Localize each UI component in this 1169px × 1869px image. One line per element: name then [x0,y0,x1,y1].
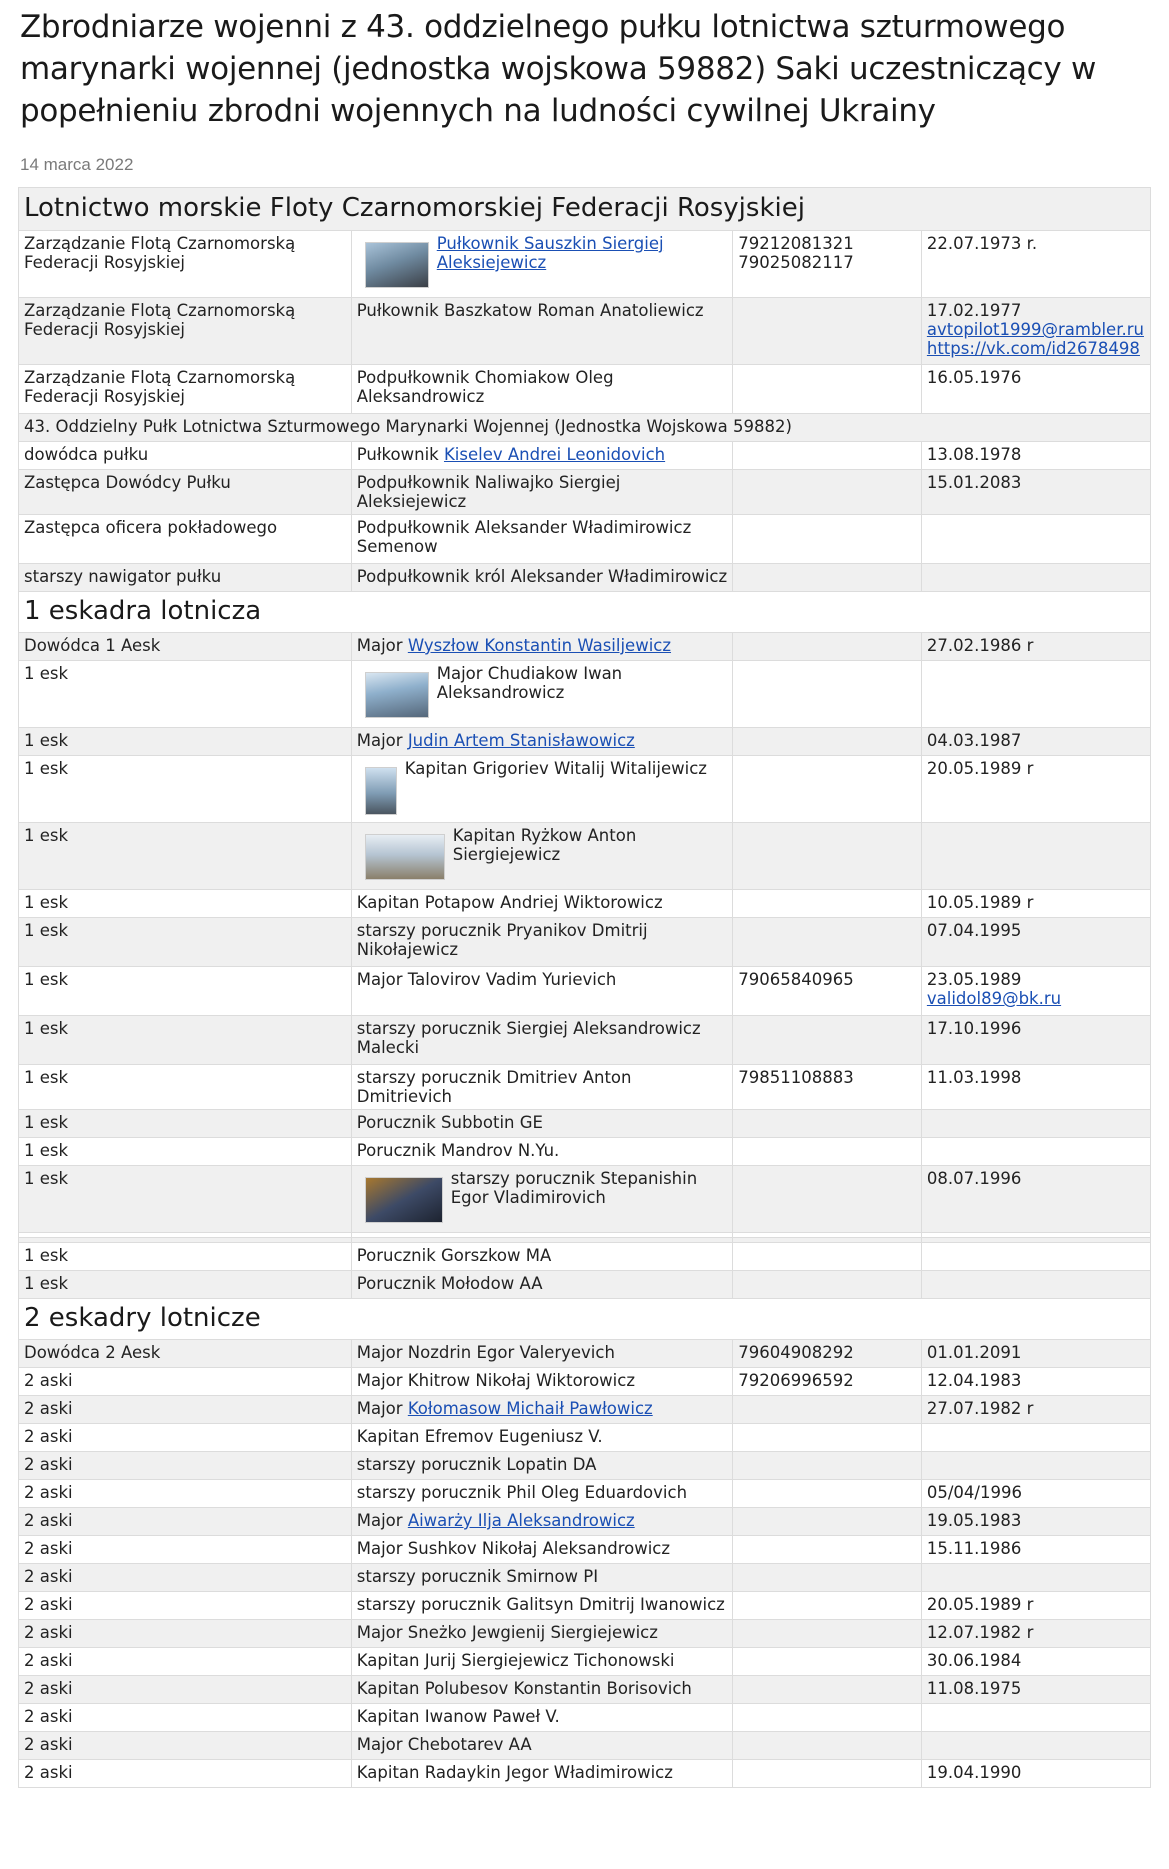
name-cell: Kapitan Potapow Andriej Wiktorowicz [351,890,732,918]
phone-cell [733,470,922,515]
phone-cell [733,298,922,365]
table-row [19,1536,1151,1564]
unit-cell: 2 aski [19,1508,352,1536]
phone-cell [733,1508,922,1536]
person-photo [365,672,429,718]
date-cell: 27.02.1986 r [921,633,1150,661]
table-row [19,1424,1151,1452]
table-row [19,365,1151,414]
phone-cell [733,1676,922,1704]
name-cell: Podpułkownik Naliwajko Siergiej Aleksiejewicz [351,470,732,515]
date-cell [921,1564,1150,1592]
date-cell [921,967,1150,1016]
rank-label: Pułkownik [356,445,444,464]
person-link[interactable]: Wyszłow Konstantin Wasiljewicz [407,636,672,655]
section-heading-row [19,592,1151,633]
phone-cell [733,1424,922,1452]
table-row [19,1271,1151,1299]
phone-cell [733,1620,922,1648]
date-cell [921,515,1150,564]
person-photo [365,834,445,880]
birth-date: 17.02.1977 [926,301,1022,320]
table-row [19,890,1151,918]
phone-number: 79025082117 [738,253,854,272]
section-heading-row [19,1299,1151,1340]
vk-link[interactable]: https://vk.com/id2678498 [926,339,1140,358]
name-cell: starszy porucznik Smirnow PI [351,1564,732,1592]
date-cell: 16.05.1976 [921,365,1150,414]
phone-cell [733,1138,922,1166]
unit-cell: 1 esk [19,1166,352,1233]
name-cell: starszy porucznik Siergiej Aleksandrowicz Malecki [351,1016,732,1065]
phone-cell [733,633,922,661]
table-row [19,1732,1151,1760]
unit-cell: 1 esk [19,1138,352,1166]
publish-date: 14 marca 2022 [20,155,134,174]
section-heading-row [19,188,1151,231]
table-row [19,1760,1151,1788]
name-cell: Major Talovirov Vadim Yurievich [351,967,732,1016]
name-cell: Porucznik Mandrov N.Yu. [351,1138,732,1166]
unit-cell: 1 esk [19,890,352,918]
phone-cell [733,1480,922,1508]
table-row [19,1396,1151,1424]
phone-cell [733,231,922,298]
person-link[interactable]: Aiwarży Ilja Aleksandrowicz [407,1511,635,1530]
phone-cell [733,1243,922,1271]
person-name: Kapitan Grigoriev Witalij Witalijewicz [404,759,707,778]
table-row [19,823,1151,890]
phone-cell [733,661,922,728]
rank-label: Major [356,731,408,750]
person-name: Major Chudiakow Iwan Aleksandrowicz [436,664,623,702]
date-cell [921,1424,1150,1452]
name-cell: Porucznik Mołodow AA [351,1271,732,1299]
unit-cell: Dowódca 2 Aesk [19,1340,352,1368]
unit-cell: Zarządzanie Flotą Czarnomorską Federacji Rosyjskiej [19,231,352,298]
table-row [19,231,1151,298]
person-link[interactable]: Kołomasow Michaił Pawłowicz [407,1399,653,1418]
phone-cell [733,1536,922,1564]
phone-cell [733,1271,922,1299]
table-row [19,1480,1151,1508]
date-cell: 11.03.1998 [921,1065,1150,1110]
date-cell: 19.05.1983 [921,1508,1150,1536]
phone-cell [733,1592,922,1620]
unit-cell: 2 aski [19,1396,352,1424]
table-row [19,633,1151,661]
table-row [19,442,1151,470]
date-cell: 10.05.1989 r [921,890,1150,918]
phone-cell [733,1564,922,1592]
table-row [19,515,1151,564]
name-cell: Kapitan Iwanow Paweł V. [351,1704,732,1732]
table-row [19,564,1151,592]
date-cell: 22.07.1973 r. [921,231,1150,298]
table-row [19,1065,1151,1110]
table-row [19,1508,1151,1536]
unit-cell: dowódca pułku [19,442,352,470]
table-row [19,1452,1151,1480]
rank-label: Major [356,1399,408,1418]
rank-label: Major [356,636,408,655]
table-row [19,414,1151,442]
phone-cell [733,918,922,967]
table-row [19,1592,1151,1620]
unit-cell: 1 esk [19,918,352,967]
date-cell: 15.11.1986 [921,1536,1150,1564]
date-cell: 27.07.1982 r [921,1396,1150,1424]
section-heading: Lotnictwo morskie Floty Czarnomorskiej Federacji Rosyjskiej [19,188,1151,231]
phone-cell [733,1110,922,1138]
person-link[interactable]: Pułkownik Sauszkin Siergiej Aleksiejewicz [436,234,664,272]
phone-cell [733,1016,922,1065]
phone-cell [733,1396,922,1424]
table-row [19,1620,1151,1648]
unit-cell: 2 aski [19,1620,352,1648]
unit-cell: 2 aski [19,1452,352,1480]
name-cell [351,756,732,823]
date-cell: 01.01.2091 [921,1340,1150,1368]
name-cell: Kapitan Radaykin Jegor Władimirowicz [351,1760,732,1788]
name-cell: Porucznik Gorszkow MA [351,1243,732,1271]
name-cell: Podpułkownik król Aleksander Władimirowicz [351,564,732,592]
name-cell: starszy porucznik Dmitriev Anton Dmitrievich [351,1065,732,1110]
unit-cell: 2 aski [19,1732,352,1760]
table-row [19,756,1151,823]
phone-cell [733,442,922,470]
section-heading: 2 eskadry lotnicze [19,1299,1151,1340]
name-cell [351,823,732,890]
name-cell [351,1396,732,1424]
phone-cell [733,1648,922,1676]
table-row [19,967,1151,1016]
name-cell: Podpułkownik Aleksander Władimirowicz Semenow [351,515,732,564]
unit-cell: Zarządzanie Flotą Czarnomorską Federacji Rosyjskiej [19,298,352,365]
page-title: Zbrodniarze wojenni z 43. oddzielnego pułku lotnictwa szturmowego marynarki wojennej (jednostka wojskowa 59882) Saki uczestniczący w popełnieniu zbrodni wojennych na ludności cywilnej Ukrainy [20,9,1097,129]
phone-cell [733,1704,922,1732]
table-row [19,1648,1151,1676]
unit-cell: Zastępca oficera pokładowego [19,515,352,564]
phone-cell [733,564,922,592]
phone-cell [733,823,922,890]
table-row [19,1138,1151,1166]
phone-cell [733,1732,922,1760]
date-cell [921,823,1150,890]
date-cell [921,298,1150,365]
date-cell [921,1138,1150,1166]
date-cell [921,1271,1150,1299]
unit-cell: 2 aski [19,1676,352,1704]
name-cell: Major Nozdrin Egor Valeryevich [351,1340,732,1368]
name-cell: starszy porucznik Pryanikov Dmitrij Nikołajewicz [351,918,732,967]
name-cell [351,633,732,661]
unit-cell: starszy nawigator pułku [19,564,352,592]
date-cell [921,1243,1150,1271]
name-cell [351,442,732,470]
phone-cell [733,756,922,823]
unit-cell: 2 aski [19,1592,352,1620]
table-row [19,1340,1151,1368]
unit-cell: 1 esk [19,967,352,1016]
date-cell: 19.04.1990 [921,1760,1150,1788]
name-cell: Kapitan Polubesov Konstantin Borisovich [351,1676,732,1704]
table-row [19,728,1151,756]
date-cell: 12.04.1983 [921,1368,1150,1396]
unit-cell: Zastępca Dowódcy Pułku [19,470,352,515]
name-cell: Major Sushkov Nikołaj Aleksandrowicz [351,1536,732,1564]
phone-number: 79212081321 [738,234,854,253]
table-row [19,298,1151,365]
name-cell: Pułkownik Baszkatow Roman Anatoliewicz [351,298,732,365]
name-cell: Porucznik Subbotin GE [351,1110,732,1138]
date-cell [921,1452,1150,1480]
name-cell [351,1508,732,1536]
unit-cell: 1 esk [19,1016,352,1065]
birth-date: 23.05.1989 [926,970,1022,989]
table-row [19,661,1151,728]
table-row [19,1368,1151,1396]
date-cell: 12.07.1982 r [921,1620,1150,1648]
person-name: Kapitan Ryżkow Anton Siergiejewicz [452,826,637,864]
date-cell: 30.06.1984 [921,1648,1150,1676]
unit-cell: 2 aski [19,1480,352,1508]
table-row [19,470,1151,515]
email-link[interactable]: validol89@bk.ru [926,989,1062,1008]
date-cell: 11.08.1975 [921,1676,1150,1704]
date-cell [921,1732,1150,1760]
date-cell [921,1110,1150,1138]
name-cell: starszy porucznik Phil Oleg Eduardovich [351,1480,732,1508]
date-cell [921,661,1150,728]
unit-cell: 2 aski [19,1564,352,1592]
name-cell: Kapitan Jurij Siergiejewicz Tichonowski [351,1648,732,1676]
table-row [19,1676,1151,1704]
unit-cell: 2 aski [19,1760,352,1788]
unit-cell: 1 esk [19,1110,352,1138]
date-cell [921,564,1150,592]
table-row [19,1110,1151,1138]
date-cell: 05/04/1996 [921,1480,1150,1508]
phone-cell [733,365,922,414]
section-heading: 1 eskadra lotnicza [19,592,1151,633]
name-cell [351,1166,732,1233]
name-cell: Major Khitrow Nikołaj Wiktorowicz [351,1368,732,1396]
table-row [19,1704,1151,1732]
unit-cell: 1 esk [19,756,352,823]
person-photo [365,242,429,288]
table-row [19,1166,1151,1233]
date-cell: 08.07.1996 [921,1166,1150,1233]
name-cell: Major Chebotarev AA [351,1732,732,1760]
person-name: starszy porucznik Stepanishin Egor Vladimirovich [450,1169,698,1207]
name-cell: Kapitan Efremov Eugeniusz V. [351,1424,732,1452]
person-photo [365,767,397,815]
roster-table [18,187,1151,1788]
name-cell [351,728,732,756]
date-cell: 17.10.1996 [921,1016,1150,1065]
table-row [19,1243,1151,1271]
name-cell: starszy porucznik Lopatin DA [351,1452,732,1480]
phone-cell: 79065840965 [733,967,922,1016]
unit-cell: 2 aski [19,1536,352,1564]
unit-cell: 1 esk [19,1271,352,1299]
name-cell [351,231,732,298]
person-link[interactable]: Judin Artem Stanisławowicz [407,731,635,750]
person-link[interactable]: Kiselev Andrei Leonidovich [443,445,666,464]
date-cell: 20.05.1989 r [921,1592,1150,1620]
unit-cell: Zarządzanie Flotą Czarnomorską Federacji Rosyjskiej [19,365,352,414]
unit-cell: 1 esk [19,823,352,890]
unit-cell: 2 aski [19,1704,352,1732]
table-row [19,918,1151,967]
phone-cell [733,890,922,918]
phone-cell [733,1166,922,1233]
table-row [19,1016,1151,1065]
name-cell: Podpułkownik Chomiakow Oleg Aleksandrowicz [351,365,732,414]
unit-cell: 1 esk [19,1243,352,1271]
unit-cell: 2 aski [19,1424,352,1452]
date-cell: 15.01.2083 [921,470,1150,515]
table-row [19,1564,1151,1592]
unit-cell: Dowódca 1 Aesk [19,633,352,661]
unit-cell: 1 esk [19,1065,352,1110]
unit-cell: 2 aski [19,1368,352,1396]
unit-cell: 1 esk [19,661,352,728]
regiment-cell: 43. Oddzielny Pułk Lotnictwa Szturmowego Marynarki Wojennej (Jednostka Wojskowa 59882) [19,414,1151,442]
email-link[interactable]: avtopilot1999@rambler.ru [926,320,1144,339]
date-cell: 07.04.1995 [921,918,1150,967]
unit-cell: 1 esk [19,728,352,756]
phone-cell: 79604908292 [733,1340,922,1368]
phone-cell: 79851108883 [733,1065,922,1110]
name-cell [351,661,732,728]
name-cell: Major Sneżko Jewgienij Siergiejewicz [351,1620,732,1648]
phone-cell [733,1452,922,1480]
phone-cell [733,1760,922,1788]
phone-cell: 79206996592 [733,1368,922,1396]
name-cell: starszy porucznik Galitsyn Dmitrij Iwanowicz [351,1592,732,1620]
phone-cell [733,515,922,564]
rank-label: Major [356,1511,408,1530]
date-cell: 13.08.1978 [921,442,1150,470]
date-cell [921,1704,1150,1732]
date-cell: 04.03.1987 [921,728,1150,756]
date-cell: 20.05.1989 r [921,756,1150,823]
person-photo [365,1177,443,1223]
unit-cell: 2 aski [19,1648,352,1676]
phone-cell [733,728,922,756]
